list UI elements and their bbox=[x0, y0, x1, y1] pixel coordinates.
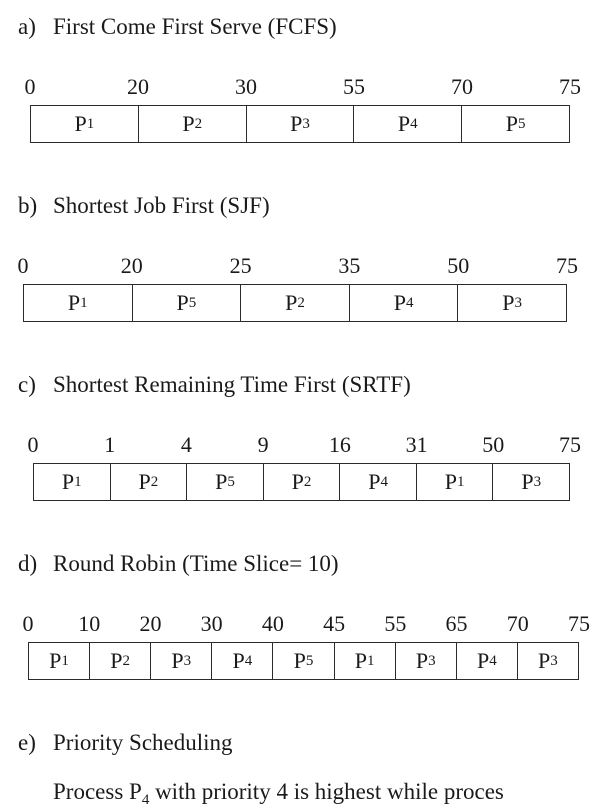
process-letter: P bbox=[476, 648, 490, 673]
tick-label: 40 bbox=[261, 611, 284, 636]
tick-label: 1 bbox=[104, 432, 116, 457]
tick-label: 30 bbox=[200, 611, 223, 636]
section-srtf bbox=[18, 370, 613, 501]
process-letter: P bbox=[182, 111, 195, 136]
process-letter: P bbox=[505, 111, 518, 136]
process-letter: P bbox=[49, 648, 62, 673]
tick-label: 65 bbox=[445, 611, 468, 636]
section-title-text: First Come First Serve (FCFS) bbox=[53, 14, 337, 39]
process-cell: P 1 bbox=[31, 106, 138, 142]
section-label: d) bbox=[18, 551, 38, 576]
tick-label: 25 bbox=[229, 253, 252, 278]
section-title-text: Priority Scheduling bbox=[53, 730, 233, 755]
tick-label: 30 bbox=[235, 74, 257, 99]
tick-label: 50 bbox=[482, 432, 505, 457]
process-cell: P 3 bbox=[395, 643, 456, 679]
tick-label: 75 bbox=[568, 611, 590, 636]
tick-label: 20 bbox=[139, 611, 162, 636]
process-letter: P bbox=[74, 111, 87, 136]
section-label: b) bbox=[18, 193, 38, 218]
process-letter: P bbox=[110, 648, 123, 673]
process-letter: P bbox=[538, 648, 551, 673]
section-title bbox=[18, 549, 613, 578]
section-sjf bbox=[18, 191, 613, 322]
section-title bbox=[18, 12, 613, 41]
process-cell: P 3 bbox=[150, 643, 211, 679]
section-priority bbox=[18, 728, 613, 806]
gantt-bar bbox=[23, 284, 567, 322]
tick-label: 0 bbox=[17, 253, 29, 278]
tick-label: 0 bbox=[22, 611, 34, 636]
process-cell: P 2 bbox=[240, 285, 349, 321]
tick-label: 4 bbox=[180, 432, 192, 457]
tick-label: 50 bbox=[447, 253, 470, 278]
process-cell: P 3 bbox=[492, 464, 569, 500]
process-letter: P bbox=[502, 290, 515, 315]
tick-label: 75 bbox=[559, 74, 581, 99]
process-cell: P 1 bbox=[29, 643, 89, 679]
tick-label: 55 bbox=[384, 611, 407, 636]
process-letter: P bbox=[67, 290, 81, 315]
process-cell: P 5 bbox=[461, 106, 569, 142]
process-cell: P 1 bbox=[24, 285, 132, 321]
gantt-chart-srtf bbox=[27, 432, 581, 501]
tick-label: 70 bbox=[451, 74, 473, 99]
process-cell: P 4 bbox=[456, 643, 517, 679]
process-cell: P 4 bbox=[349, 285, 458, 321]
tick-label: 10 bbox=[78, 611, 101, 636]
tick-label: 16 bbox=[328, 432, 351, 457]
section-fcfs bbox=[18, 12, 613, 143]
process-cell: P 1 bbox=[334, 643, 395, 679]
section-label: e) bbox=[18, 730, 36, 755]
process-cell: P 4 bbox=[353, 106, 461, 142]
gantt-bar bbox=[30, 105, 570, 143]
process-letter: P bbox=[397, 111, 411, 136]
tick-label: 0 bbox=[27, 432, 39, 457]
process-letter: P bbox=[176, 290, 189, 315]
gantt-bar bbox=[33, 463, 570, 501]
tick-label: 31 bbox=[405, 432, 428, 457]
process-letter: P bbox=[232, 648, 245, 673]
section-round-robin bbox=[18, 549, 613, 680]
tick-label: 75 bbox=[559, 432, 581, 457]
section-title bbox=[18, 191, 613, 220]
tick-label: 75 bbox=[556, 253, 578, 278]
process-letter: P bbox=[291, 469, 304, 494]
process-cell: P 3 bbox=[457, 285, 566, 321]
subscript: 4 bbox=[141, 792, 150, 806]
process-letter: P bbox=[521, 469, 534, 494]
process-cell: P 2 bbox=[138, 106, 246, 142]
process-letter: P bbox=[293, 648, 306, 673]
process-letter: P bbox=[285, 290, 298, 315]
tick-label: 35 bbox=[338, 253, 361, 278]
tick-label: 9 bbox=[257, 432, 269, 457]
gantt-chart-fcfs bbox=[24, 74, 581, 143]
process-letter: P bbox=[393, 290, 406, 315]
section-title bbox=[18, 728, 613, 757]
process-letter: P bbox=[444, 469, 458, 494]
section-title-text: Shortest Job First (SJF) bbox=[53, 193, 270, 218]
section-title bbox=[18, 370, 613, 399]
process-cell: P 3 bbox=[517, 643, 578, 679]
tick-label: 20 bbox=[127, 74, 149, 99]
process-cell: P 4 bbox=[339, 464, 416, 500]
tick-label: 70 bbox=[506, 611, 529, 636]
process-cell: P 2 bbox=[89, 643, 150, 679]
process-letter: P bbox=[290, 111, 303, 136]
process-letter: P bbox=[415, 648, 429, 673]
process-cell: P 5 bbox=[186, 464, 263, 500]
gantt-bar bbox=[28, 642, 579, 680]
process-cell: P 2 bbox=[263, 464, 340, 500]
process-cell: P 4 bbox=[211, 643, 272, 679]
process-letter: P bbox=[61, 469, 75, 494]
gantt-chart-round-robin bbox=[22, 611, 590, 680]
timeline-ticks bbox=[24, 74, 581, 99]
note-text: with priority 4 is highest while proces bbox=[149, 779, 504, 804]
tick-label: 0 bbox=[24, 74, 36, 99]
process-letter: P bbox=[215, 469, 228, 494]
process-cell: P 5 bbox=[272, 643, 333, 679]
process-cell: P 1 bbox=[34, 464, 110, 500]
timeline-ticks bbox=[27, 432, 581, 457]
section-label: a) bbox=[18, 14, 36, 39]
timeline-ticks bbox=[17, 253, 578, 278]
section-label: c) bbox=[18, 372, 36, 397]
priority-note bbox=[18, 777, 613, 806]
tick-label: 20 bbox=[120, 253, 143, 278]
gantt-chart-sjf bbox=[17, 253, 578, 322]
section-title-text: Round Robin (Time Slice= 10) bbox=[53, 551, 339, 576]
tick-label: 55 bbox=[343, 74, 365, 99]
note-text: Process P bbox=[53, 779, 142, 804]
process-cell: P 1 bbox=[416, 464, 493, 500]
tick-label: 45 bbox=[323, 611, 346, 636]
section-title-text: Shortest Remaining Time First (SRTF) bbox=[53, 372, 411, 397]
process-letter: P bbox=[138, 469, 151, 494]
process-cell: P 2 bbox=[110, 464, 187, 500]
process-cell: P 3 bbox=[246, 106, 354, 142]
process-letter: P bbox=[368, 469, 381, 494]
process-letter: P bbox=[354, 648, 367, 673]
process-cell: P 5 bbox=[132, 285, 241, 321]
process-letter: P bbox=[171, 648, 184, 673]
timeline-ticks bbox=[22, 611, 590, 636]
